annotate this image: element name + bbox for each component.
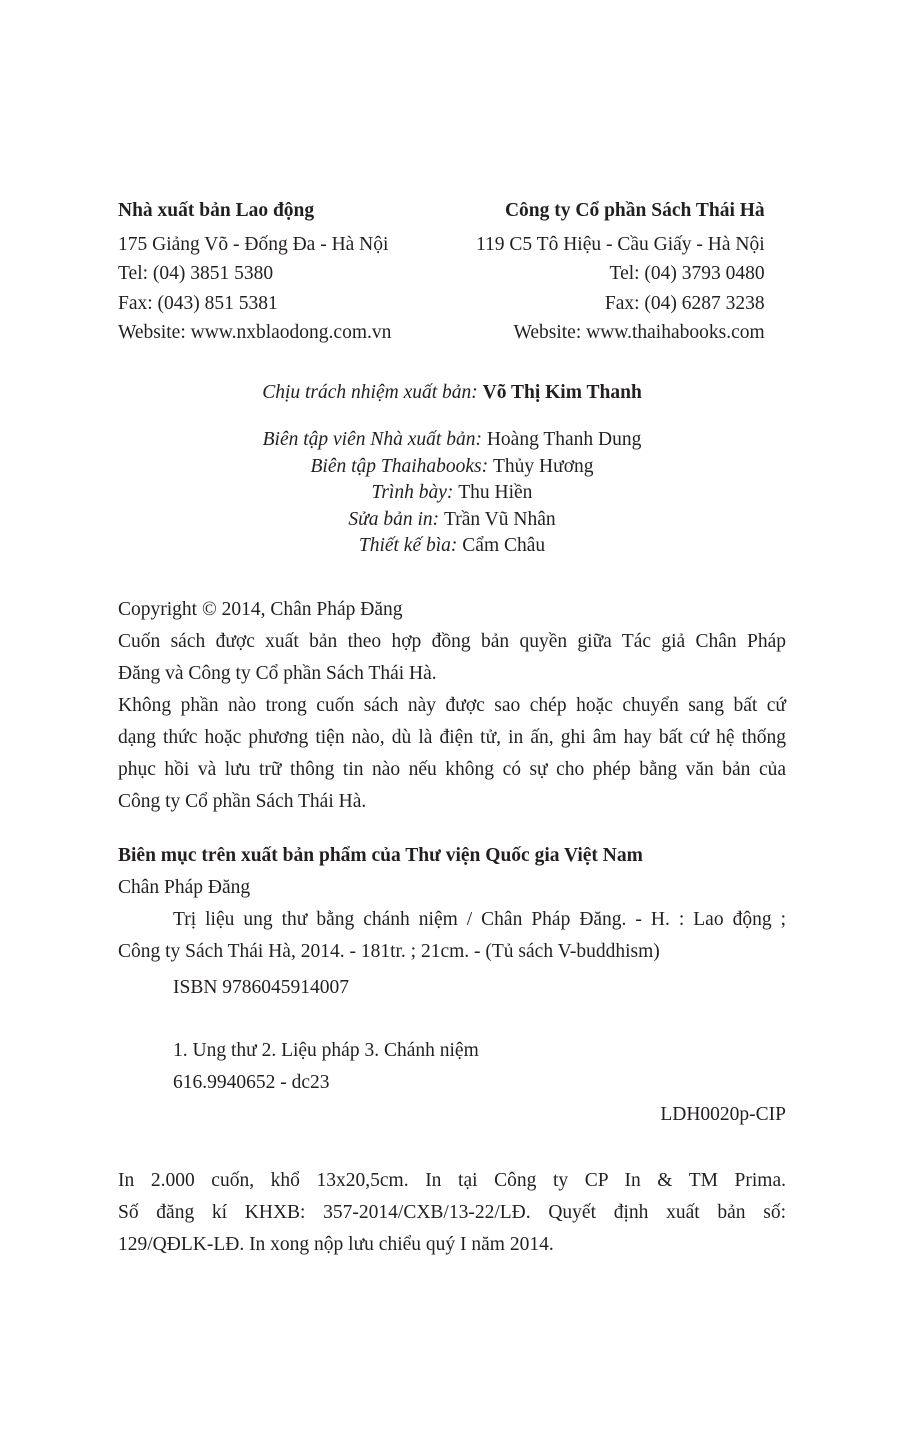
credit-line xyxy=(118,427,786,454)
copyright-para2-line: phục hồi và lưu trữ thông tin nào nếu không có sự cho phép bằng văn bản của xyxy=(118,759,786,780)
publisher-left-tel: Tel: (04) 3851 5380 xyxy=(118,263,274,284)
copyright-line: Copyright © 2014, Chân Pháp Đăng xyxy=(118,599,403,620)
printing-info xyxy=(118,1165,786,1261)
credit-role: Biên tập Thaihabooks: xyxy=(310,455,494,477)
cip-heading: Biên mục trên xuất bản phẩm của Thư viện Quốc gia Việt Nam xyxy=(118,845,643,866)
cip-entry-line: Công ty Sách Thái Hà, 2014. - 181tr. ; 21cm. - (Tủ sách V-buddhism) xyxy=(118,941,660,962)
credit-name: Hoàng Thanh Dung xyxy=(486,429,642,450)
cip-entry-line: Trị liệu ung thư bằng chánh niệm / Chân Pháp Đăng. - H. : Lao động ; xyxy=(173,909,786,930)
printing-line: Số đăng kí KHXB: 357-2014/CXB/13-22/LĐ. Quyết định xuất bản số: xyxy=(118,1202,786,1223)
publisher-right xyxy=(476,196,765,348)
publisher-left-website: Website: www.nxblaodong.com.vn xyxy=(118,322,392,343)
publisher-right-website: Website: www.thaihabooks.com xyxy=(513,322,765,343)
responsible-label: Chịu trách nhiệm xuất bản: xyxy=(262,382,483,403)
copyright-para2-line: Không phần nào trong cuốn sách này được sao chép hoặc chuyển sang bất cứ xyxy=(118,695,786,716)
printing-line: 129/QĐLK-LĐ. In xong nộp lưu chiểu quý I năm 2014. xyxy=(118,1234,554,1255)
copyright-para1-line: Cuốn sách được xuất bản theo hợp đồng bản quyền giữa Tác giả Chân Pháp xyxy=(118,631,786,652)
cip-code: LDH0020p-CIP xyxy=(660,1104,786,1125)
publisher-right-tel: Tel: (04) 3793 0480 xyxy=(609,263,765,284)
publisher-right-name: Công ty Cổ phần Sách Thái Hà xyxy=(504,200,765,221)
publisher-left xyxy=(118,196,391,348)
publisher-right-fax: Fax: (04) 6287 3238 xyxy=(604,292,765,314)
cip-subjects: 1. Ung thư 2. Liệu pháp 3. Chánh niệm xyxy=(173,1040,479,1061)
printing-line: In 2.000 cuốn, khổ 13x20,5cm. In tại Công ty CP In & TM Prima. xyxy=(118,1170,786,1191)
publisher-right-address: 119 C5 Tô Hiệu - Cầu Giấy - Hà Nội xyxy=(476,233,765,255)
publisher-left-fax: Fax: (043) 851 5381 xyxy=(118,292,278,314)
credit-name: Trần Vũ Nhân xyxy=(444,508,556,530)
publisher-info xyxy=(118,196,786,356)
credit-line xyxy=(118,480,786,507)
cip-classification: 616.9940652 - dc23 xyxy=(173,1072,330,1093)
cip-author: Chân Pháp Đăng xyxy=(118,877,251,898)
credit-role: Trình bày: xyxy=(371,482,459,503)
credit-line xyxy=(118,507,786,534)
cip-isbn: ISBN 9786045914007 xyxy=(173,977,350,998)
copyright-para2-line: Công ty Cổ phần Sách Thái Hà. xyxy=(118,791,367,812)
responsible-line xyxy=(118,380,786,407)
copyright-para1-line: Đăng và Công ty Cổ phần Sách Thái Hà. xyxy=(118,663,437,684)
credit-name: Cẩm Châu xyxy=(462,535,546,556)
publisher-left-name: Nhà xuất bản Lao động xyxy=(118,200,315,221)
credit-role: Thiết kế bìa: xyxy=(358,535,463,556)
credit-line xyxy=(118,454,786,481)
credit-role: Biên tập viên Nhà xuất bản: xyxy=(262,429,487,450)
copyright-para2-line: dạng thức hoặc phương tiện nào, dù là điện tử, in ấn, ghi âm hay bất cứ hệ thống xyxy=(118,727,786,748)
publisher-left-address: 175 Giảng Võ - Đống Đa - Hà Nội xyxy=(118,233,389,255)
credit-name: Thu Hiền xyxy=(458,482,533,503)
credit-role: Sửa bản in: xyxy=(348,508,445,530)
credit-name: Thủy Hương xyxy=(493,455,594,477)
copyright-section xyxy=(118,594,786,818)
responsible-name: Võ Thị Kim Thanh xyxy=(482,382,642,403)
credit-line xyxy=(118,533,786,560)
cip-section xyxy=(118,840,786,1131)
credits xyxy=(118,427,786,560)
